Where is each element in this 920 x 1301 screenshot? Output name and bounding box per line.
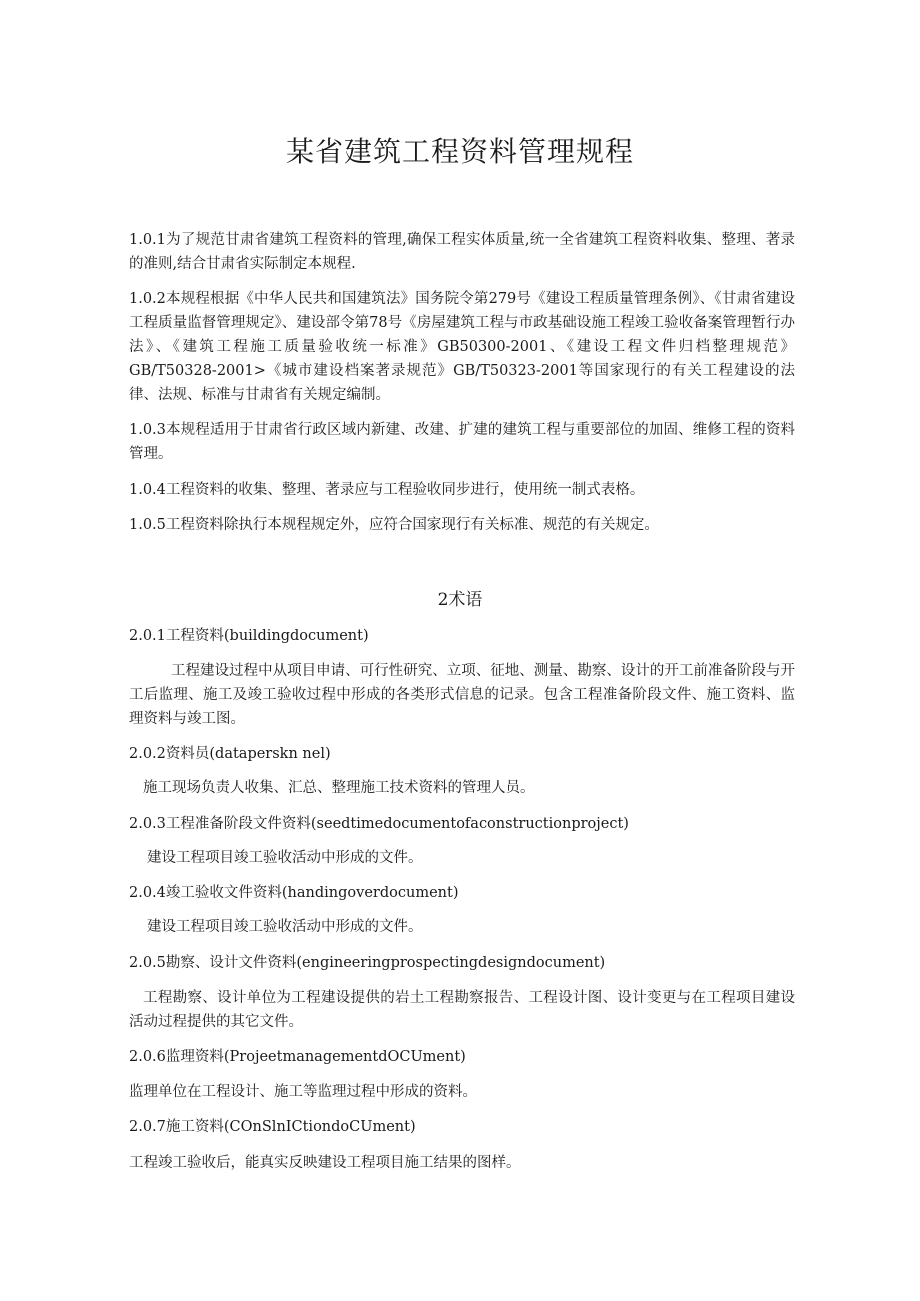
term-2-0-1-head: 2.0.1工程资料(buildingdocument) xyxy=(129,628,369,644)
term-2-0-3-body: 建设工程项目竣工验收活动中形成的文件。 xyxy=(147,850,423,866)
term-2-0-5-head: 2.0.5勘察、设计文件资料(engineeringprospectingdesigndocument) xyxy=(129,955,606,971)
term-2-0-1-body: 工程建设过程中从项目申请、可行性研究、立项、征地、测量、勘察、设计的开工前准备阶段与开工后监理、施工及竣工验收过程中形成的各类形式信息的记录。包含工程准备阶段文件、施工资料、监理资料与竣工图。 xyxy=(129,663,795,727)
term-2-0-7-body: 工程竣工验收后，能真实反映建设工程项目施工结果的图样。 xyxy=(129,1155,521,1171)
clause-1-0-4: 1.0.4工程资料的收集、整理、著录应与工程验收同步进行，使用统一制式表格。 xyxy=(129,482,645,498)
term-2-0-5-body: 工程勘察、设计单位为工程建设提供的岩土工程勘察报告、工程设计图、设计变更与在工程项目建设活动过程提供的其它文件。 xyxy=(129,990,795,1030)
term-2-0-2-head: 2.0.2资料员(dataperskn nel) xyxy=(129,746,331,762)
clause-1-0-3: 1.0.3本规程适用于甘肃省行政区域内新建、改建、扩建的建筑工程与重要部位的加固、维修工程的资料管理。 xyxy=(129,422,795,462)
term-2-0-4-head: 2.0.4竣工验收文件资料(handingoverdocument) xyxy=(129,885,459,901)
term-2-0-6-head: 2.0.6监理资料(ProjeetmanagementdOCUment) xyxy=(129,1049,466,1065)
clause-1-0-2: 1.0.2本规程根据《中华人民共和国建筑法》国务院令第279号《建设工程质量管理条例》、《甘肃省建设工程质量监督管理规定》、建设部令第78号《房屋建筑工程与市政基础设施工程竣工验收备案管理暂行办法》、《建筑工程施工质量验收统一标准》GB50300-2001、《建设工程文件归档整理规范》GB/T50328-2001>《城市建设档案著录规范》GB/T50323-2001等国家现行的有关工程建设的法律、法规、标准与甘肃省有关规定编制。 xyxy=(129,291,795,403)
term-2-0-3-head: 2.0.3工程准备阶段文件资料(seedtimedocumentofaconstructionproject) xyxy=(129,816,629,832)
term-2-0-2-body: 施工现场负责人收集、汇总、整理施工技术资料的管理人员。 xyxy=(143,780,535,796)
term-2-0-4-body: 建设工程项目竣工验收活动中形成的文件。 xyxy=(147,919,423,935)
clause-1-0-1: 1.0.1为了规范甘肃省建筑工程资料的管理,确保工程实体质量,统一全省建筑工程资料收集、整理、著录的准则,结合甘肃省实际制定本规程. xyxy=(129,232,795,272)
clause-1-0-5: 1.0.5工程资料除执行本规程规定外，应符合国家现行有关标准、规范的有关规定。 xyxy=(129,517,659,533)
document-title: 某省建筑工程资料管理规程 xyxy=(285,135,634,168)
term-2-0-7-head: 2.0.7施工资料(COnSlnICtiondoCUment) xyxy=(129,1119,416,1135)
chapter-2-heading: 2术语 xyxy=(437,590,483,610)
term-2-0-6-body: 监理单位在工程设计、施工等监理过程中形成的资料。 xyxy=(129,1084,477,1100)
